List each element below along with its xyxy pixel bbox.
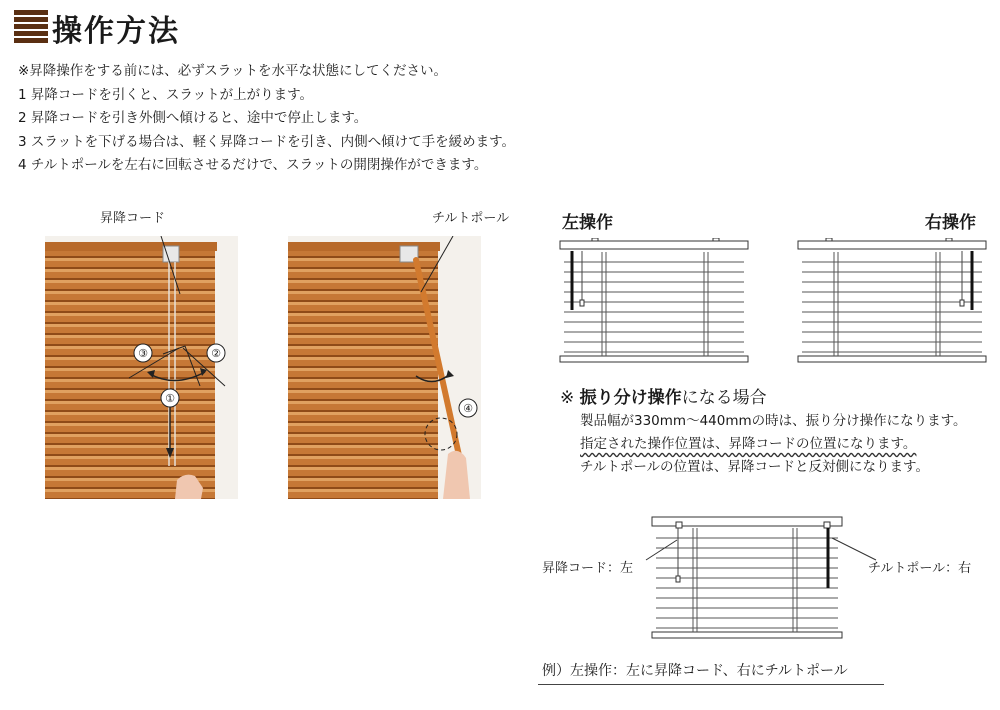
split-operation-heading: [560, 383, 767, 408]
instruction-step-2: 2 昇降コードを引き外側へ傾けると、途中で停止します。: [18, 110, 368, 126]
marker-3: ③: [138, 347, 148, 360]
example-caption: 例）左操作：左に昇降コード、右にチルトポール: [542, 663, 848, 679]
marker-1: ①: [165, 392, 175, 405]
split-operation-notes: [580, 410, 967, 479]
split-tilt-pole-label: チルトポール：右: [868, 561, 972, 576]
note-mark: ※: [560, 388, 575, 408]
marker-2: ②: [211, 347, 221, 360]
left-operation-title: 左操作: [562, 213, 613, 233]
example-divider: [538, 684, 884, 685]
note-line-width: 製品幅が330mm〜440mmの時は、振り分け操作になります。: [580, 413, 967, 429]
note-line-position: 指定された操作位置は、昇降コードの位置になります。: [580, 436, 917, 452]
right-operation-title: 右操作: [925, 213, 976, 233]
lift-cord-photo: [45, 236, 238, 499]
instruction-step-1: 1 昇降コードを引くと、スラットが上がります。: [18, 86, 314, 103]
lift-cord-label: 昇降コード: [100, 211, 166, 226]
instruction-step-4: 4 チルトポールを左右に回転させるだけで、スラットの開閉操作ができます。: [18, 157, 488, 173]
split-operation-term: 振り分け操作: [579, 388, 682, 408]
right-operation-diagram: [796, 238, 988, 364]
instructions: [18, 60, 515, 178]
left-operation-diagram: [558, 238, 750, 364]
instruction-note: ※昇降操作をする前には、必ずスラットを水平な状態にしてください。: [18, 63, 448, 79]
note-line-pole: チルトポールの位置は、昇降コードと反対側になります。: [580, 459, 929, 475]
page-title: 操作方法: [52, 14, 180, 49]
instruction-step-3: 3 スラットを下げる場合は、軽く昇降コードを引き、内側へ傾けて手を緩めます。: [18, 133, 515, 150]
split-operation-suffix: になる場合: [681, 388, 767, 408]
tilt-pole-label: チルトポール: [432, 211, 510, 226]
title-stripes-icon: [14, 10, 48, 44]
tilt-pole-photo: [288, 236, 481, 499]
split-lift-cord-label: 昇降コード：左: [542, 561, 634, 576]
marker-4: ④: [463, 402, 473, 415]
